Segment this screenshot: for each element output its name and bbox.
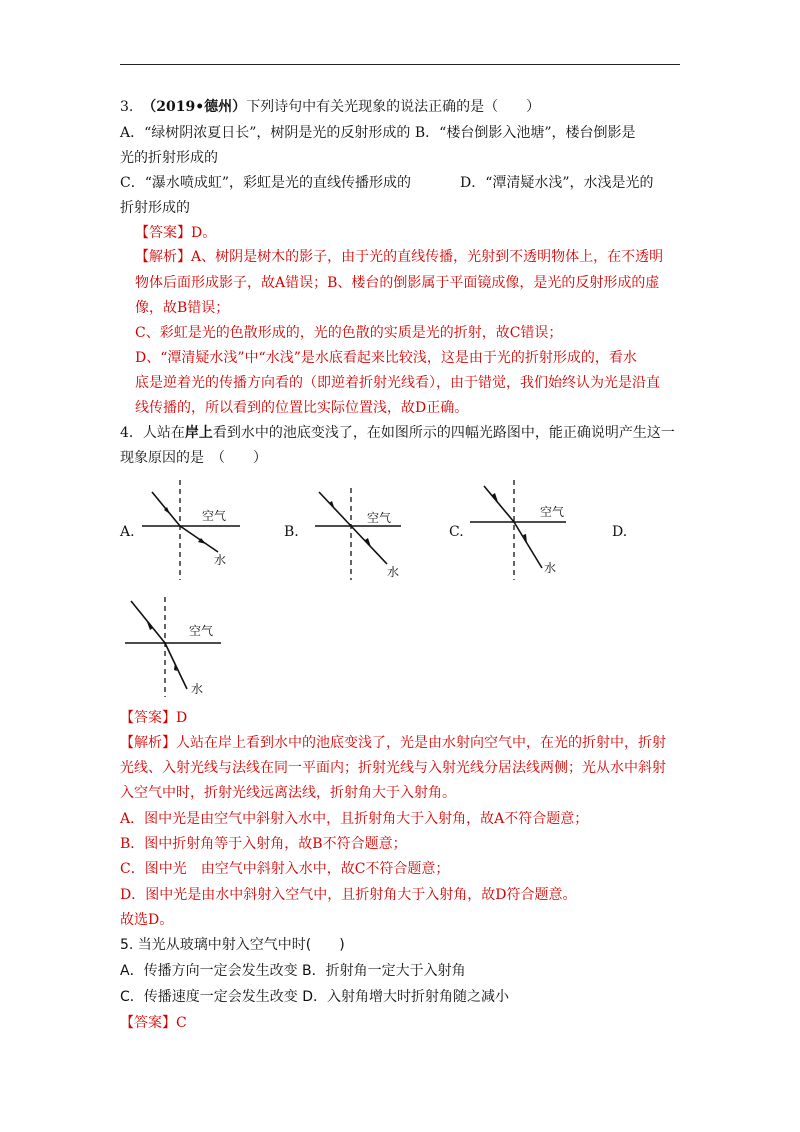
q4-option-a-label: A.	[120, 524, 135, 540]
water-label: 水	[387, 565, 400, 579]
air-label: 空气	[540, 505, 565, 519]
q3-analysis-line: C、彩虹是光的色散形成的，光的色散的实质是光的折射，故C错误；	[135, 325, 563, 341]
q5-option-cd: C．传播速度一定会发生改变 D．入射角增大时折射角随之减小	[120, 989, 510, 1005]
q4-option-d-label: D.	[612, 524, 628, 540]
air-label: 空气	[189, 624, 214, 638]
q3-option-d-cont: 折射形成的	[120, 200, 190, 216]
q3-stem: 3. （2019•德州）下列诗句中有关光现象的说法正确的是（ ）	[120, 99, 541, 115]
water-label: 水	[214, 553, 227, 567]
diagram-b	[315, 488, 415, 588]
q4-conclusion: 故选D。	[120, 912, 174, 928]
q3-analysis-line: 底是逆着光的传播方向看的（即逆着折射光线看），由于错觉，我们始终认为光是沿直	[135, 375, 660, 391]
q3-option-d: D．“潭清疑水浅”，水浅是光的	[460, 175, 654, 191]
diagram-d	[125, 597, 225, 702]
q3-analysis-line: 线传播的，所以看到的位置比实际位置浅，故D正确。	[135, 400, 469, 416]
air-label: 空气	[202, 509, 227, 523]
q4-analysis-line: 【解析】人站在岸上看到水中的池底变浅了，光是由水射向空气中，在光的折射中，折射	[120, 735, 666, 751]
q4-option-b-label: B.	[284, 524, 299, 540]
q4-option-c-label: C.	[449, 524, 464, 540]
q4-explain-d: D．图中光是由水中斜射入空气中，且折射角大于入射角，故D符合题意。	[120, 887, 577, 903]
water-label: 水	[544, 561, 557, 575]
q3-option-ab: A．“绿树阴浓夏日长”，树阴是光的反射形成的 B．“楼台倒影入池塘”，楼台倒影是	[120, 125, 636, 141]
q5-stem: 5. 当光从玻璃中射入空气中时( )	[120, 937, 345, 953]
q3-answer: 【答案】D。	[135, 225, 217, 241]
water-label: 水	[191, 682, 204, 696]
diagram-a	[140, 480, 240, 580]
air-label: 空气	[367, 511, 392, 525]
q4-stem: 4．人站在岸上看到水中的池底变浅了，在如图所示的四幅光路图中，能正确说明产生这一	[120, 425, 675, 441]
q4-analysis-line: 光线、入射光线与法线在同一平面内；折射光线与入射光线分居法线两侧；光从水中斜射	[120, 760, 666, 776]
q3-analysis-line: 【解析】A、树阴是树木的影子，由于光的直线传播，光射到不透明物体上，在不透明	[135, 249, 664, 265]
q3-option-b-cont: 光的折射形成的	[120, 150, 218, 166]
q4-stem-cont: 现象原因的是 （ ）	[120, 450, 267, 466]
diagram-c	[466, 480, 566, 580]
q3-analysis-line: D、“潭清疑水浅”中“水浅”是水底看起来比较浅，这是由于光的折射形成的，看水	[135, 350, 637, 366]
header-rule	[120, 64, 680, 65]
q3-source: （2019•德州）	[142, 99, 247, 115]
q3-analysis-line: 物体后面形成影子，故A错误；B、楼台的倒影属于平面镜成像，是光的反射形成的虚	[135, 275, 660, 291]
q4-explain-c: C．图中光 由空气中斜射入水中，故C不符合题意；	[120, 861, 450, 877]
q4-explain-b: B．图中折射角等于入射角，故B不符合题意；	[120, 836, 407, 852]
q3-analysis-line: 像，故B错误；	[135, 300, 230, 316]
q4-answer: 【答案】D	[120, 710, 188, 726]
q5-answer: 【答案】C	[120, 1015, 187, 1031]
q4-explain-a: A．图中光是由空气中斜射入水中，且折射角大于入射角，故A不符合题意；	[120, 811, 589, 827]
q5-option-ab: A．传播方向一定会发生改变 B．折射角一定大于入射角	[120, 963, 466, 979]
q3-option-c: C．“瀑水喷成虹”，彩虹是光的直线传播形成的	[120, 175, 412, 191]
q4-analysis-line: 入空气中时，折射光线远离法线，折射角大于入射角。	[120, 785, 456, 801]
